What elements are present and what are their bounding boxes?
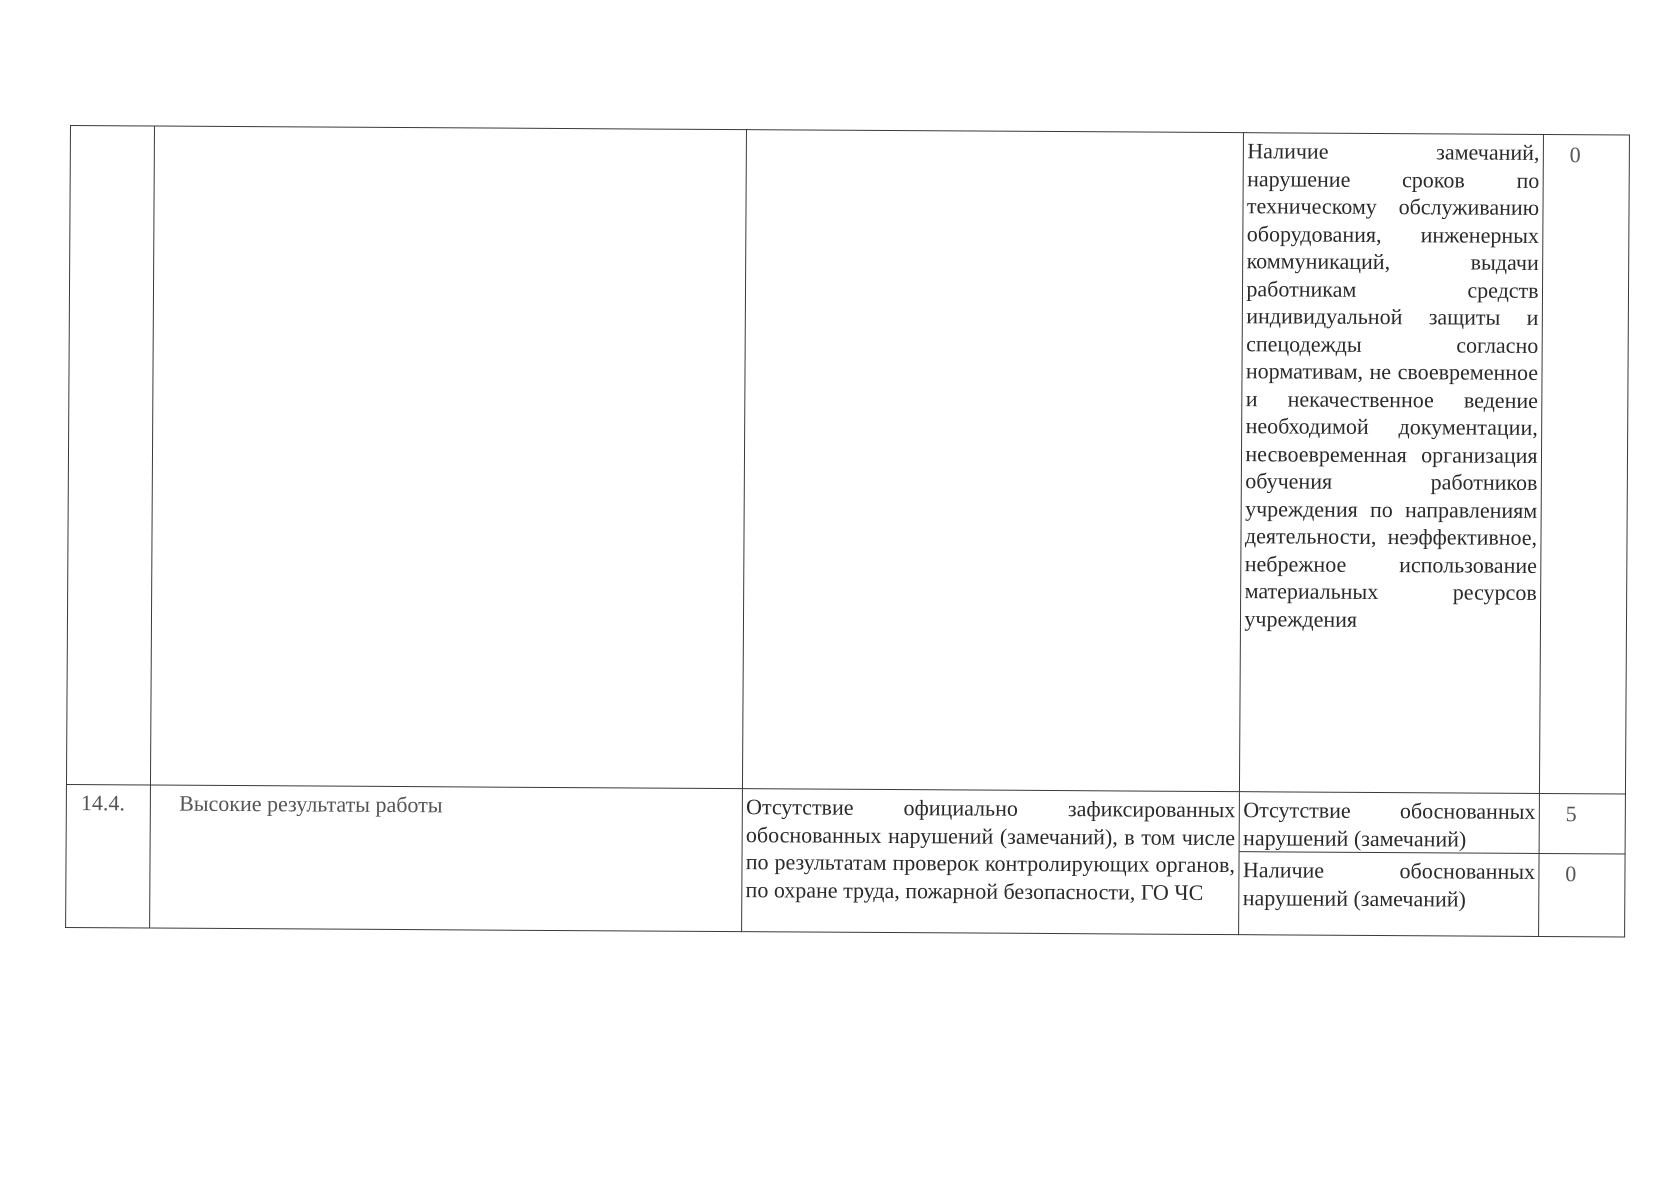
table-row-continuation	[66, 126, 1629, 795]
criterion-cell-presence	[1239, 852, 1539, 937]
number-cell-empty	[66, 126, 154, 786]
criterion-text-absence: Отсутствие обоснованных нарушений (замечаний)	[1243, 797, 1536, 852]
condition-cell	[742, 789, 1240, 935]
score-cell-presence	[1538, 853, 1625, 937]
criteria-table	[65, 125, 1630, 938]
name-cell-empty	[151, 126, 747, 789]
score-cell	[1539, 134, 1629, 794]
criterion-cell-absence	[1240, 792, 1540, 854]
name-cell	[150, 785, 743, 932]
condition-text: Отсутствие официально зафиксированных обоснованных нарушений (замечаний), в том числе по результатам проверок контролирующих органов, по охране труда, пожарной безопасности, ГО ЧС	[745, 794, 1236, 905]
score-value-presence: 0	[1565, 861, 1577, 887]
criterion-text: Наличие замечаний, нарушение сроков по техническому обслуживанию оборудования, инженерных коммуникаций, выдачи работникам средств индивидуальной защиты и спецодежды согласно нормативам, не своевременное и некачественное ведение необходимой документации, несвоевременная организация обучения работников учреждения по направлениям деятельности, неэффективное, небрежное использование материальных ресурсов учреждения	[1244, 138, 1540, 632]
table-row-14-4	[66, 784, 1625, 854]
condition-cell-empty	[743, 130, 1244, 792]
score-value: 0	[1569, 142, 1581, 168]
score-cell-absence	[1539, 793, 1626, 854]
score-value-absence: 5	[1565, 801, 1577, 827]
number-cell	[66, 784, 151, 928]
row-name: Высокие результаты работы	[179, 790, 443, 818]
row-number: 14.4.	[80, 790, 125, 816]
criterion-cell	[1240, 133, 1543, 794]
criterion-text-presence: Наличие обоснованных нарушений (замечаний)	[1242, 857, 1536, 912]
